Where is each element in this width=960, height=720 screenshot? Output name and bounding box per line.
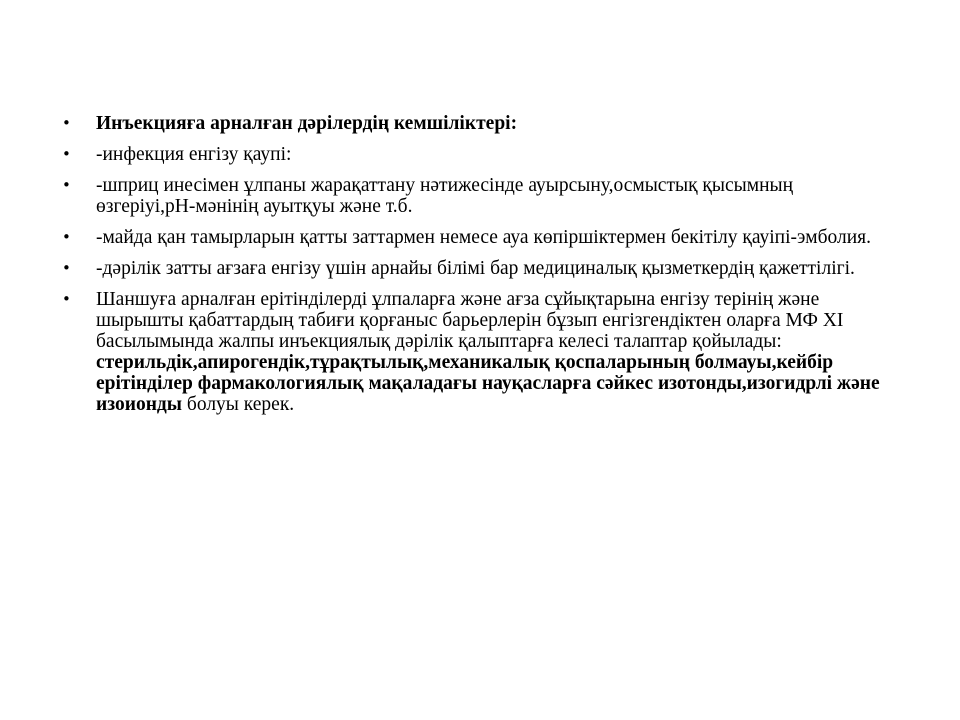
bullet-list bbox=[62, 113, 892, 415]
list-item bbox=[62, 289, 892, 415]
list-item bbox=[62, 175, 892, 217]
list-item-text: -инфекция енгізу қаупі: bbox=[96, 144, 292, 165]
list-item-text: Шаншуға арналған ерітінділерді ұлпаларға және ағза сұйықтарына енгізу терінің және шырышты қабаттардың табиғи қорғаныс барьерлерін бұзып енгізгендіктен оларға МФ XI басылымында жалпы инъекциялық дәрілік қалыптарға келесі талаптар қойылады: bbox=[96, 289, 849, 352]
bullet-icon: • bbox=[62, 176, 71, 194]
list-item-text: -дәрілік затты ағзаға енгізу үшін арнайы білімі бар медициналық қызметкердің қажеттілігі. bbox=[96, 258, 855, 279]
requirements-emphasis: стерильдік,апирогендік,тұрақтылық,механикалық қоспаларының болмауы,кейбір ерітінділер фармакологиялық мақаладағы науқасларға сәйкес изотонды,изогидрлі және изоионды bbox=[96, 352, 885, 415]
list-item bbox=[62, 258, 892, 279]
list-item-text-end: болуы керек. bbox=[182, 394, 295, 415]
bullet-icon: • bbox=[62, 290, 71, 308]
list-item bbox=[62, 144, 892, 165]
bullet-icon: • bbox=[62, 228, 71, 246]
bullet-icon: • bbox=[62, 145, 71, 163]
bullet-icon: • bbox=[62, 114, 71, 132]
list-item-text: -майда қан тамырларын қатты заттармен немесе ауа көпіршіктермен бекітілу қауіпі-эмболия. bbox=[96, 227, 871, 248]
list-item-text: -шприц инесімен ұлпаны жарақаттану нәтижесінде ауырсыну,осмыстық қысымның өзгеріуі,рН-мәнінің ауытқуы және т.б. bbox=[96, 175, 794, 217]
list-item bbox=[62, 227, 892, 248]
list-item bbox=[62, 113, 892, 134]
bullet-icon: • bbox=[62, 259, 71, 277]
list-heading: Инъекцияға арналған дәрілердің кемшіліктері: bbox=[96, 113, 518, 134]
